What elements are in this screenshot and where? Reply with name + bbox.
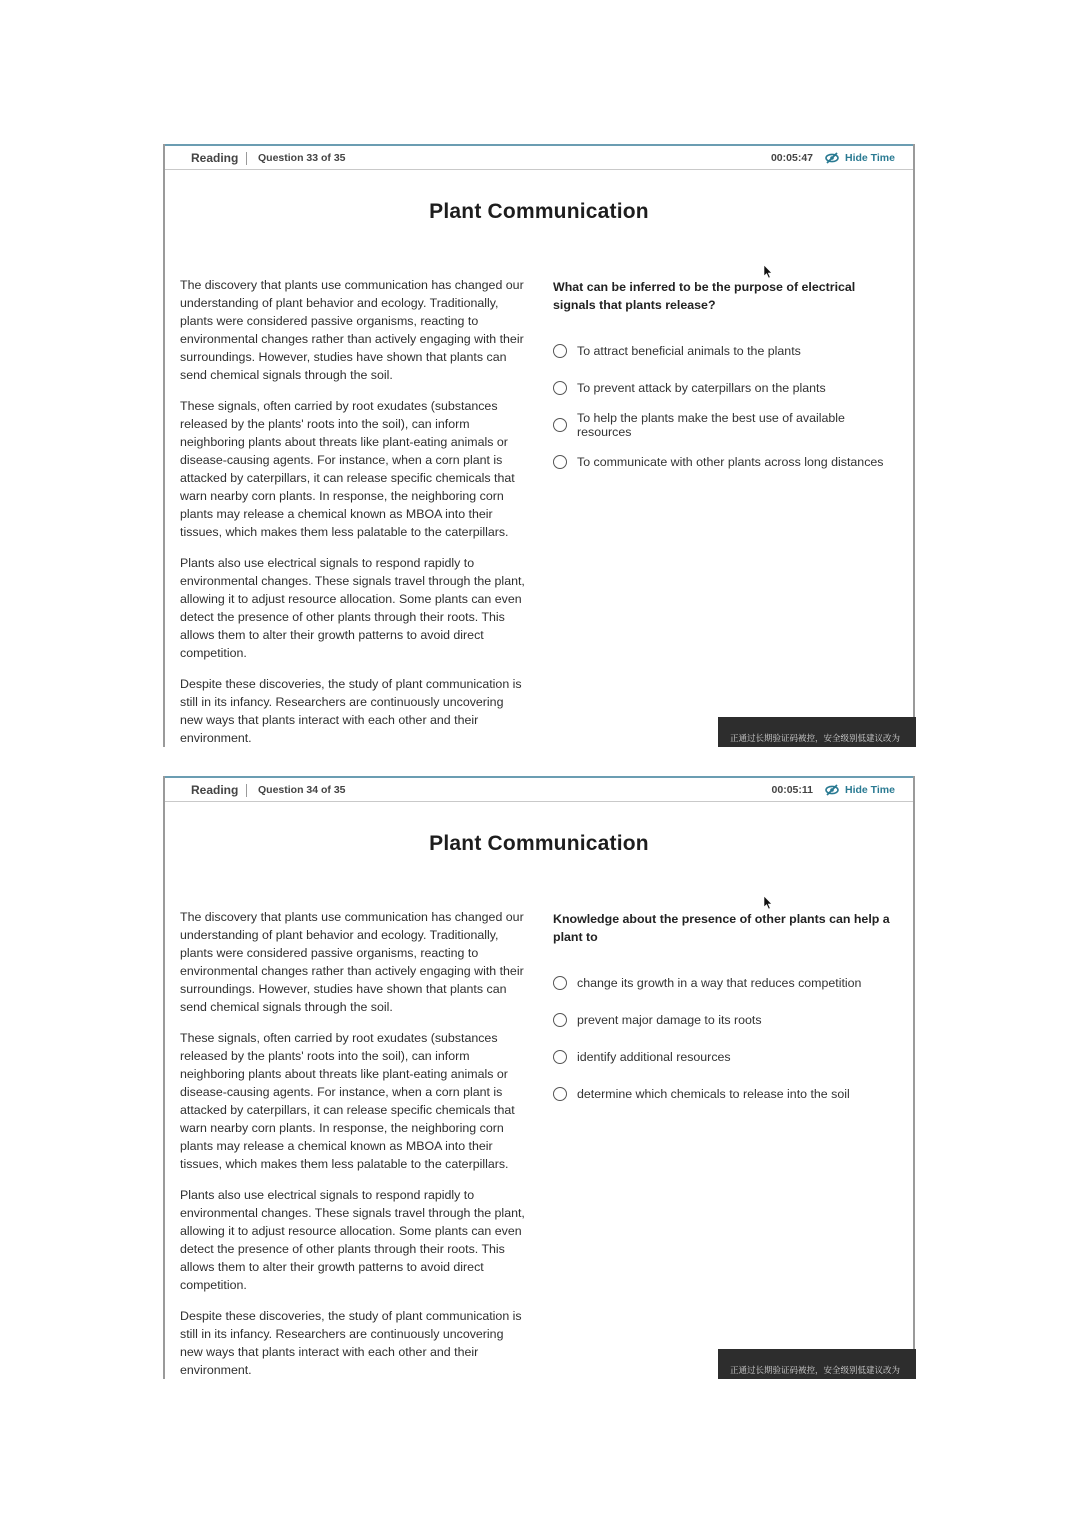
answer-option[interactable] [553,1038,898,1075]
hide-time-button[interactable] [825,150,895,166]
radio-button-icon[interactable] [553,418,567,432]
passage-paragraph: The discovery that plants use communication has changed our understanding of plant behavior and ecology. Traditionally, plants were considered passive organisms, reacting to environmental changes rather than actively engaging with their surroundings. However, studies have shown that plants can send chemical signals through the soil. [180,278,524,382]
timer: 00:05:11 [771,784,813,796]
test-screen-q34 [163,776,915,1379]
answer-option-label: prevent major damage to its roots [577,1012,762,1027]
question-panel [553,278,898,480]
answer-option-label: change its growth in a way that reduces competition [577,975,862,990]
test-screen-q33 [163,144,915,747]
passage-paragraph: These signals, often carried by root exudates (substances released by the plants' roots into the soil), can inform neighboring plants about threats like plant-eating animals or disease-causing agents. For instance, when a corn plant is attacked by caterpillars, it can release specific chemicals that warn nearby corn plants. In response, the neighboring corn plants may release a chemical known as MBOA into their tissues, which makes them less palatable to the caterpillars. [180,1031,515,1171]
answer-option[interactable] [553,1001,898,1038]
passage-paragraph: Plants also use electrical signals to respond rapidly to environmental changes. These signals travel through the plant, allowing it to adjust resource allocation. Some plants can even detect the presence of other plants through their roots. This allows them to alter their growth patterns to avoid direct competition. [180,1188,525,1292]
radio-button-icon[interactable] [553,455,567,469]
radio-button-icon[interactable] [553,344,567,358]
section-label: Reading [191,783,239,797]
notification-text: 正通过长期验证码被控，安全级别低建议改为 [730,1366,901,1376]
hide-time-button[interactable] [825,782,895,798]
section-label: Reading [191,151,239,165]
answer-option[interactable] [553,406,898,443]
passage-paragraph: The discovery that plants use communication has changed our understanding of plant behavior and ecology. Traditionally, plants were considered passive organisms, reacting to environmental changes rather than actively engaging with their surroundings. However, studies have shown that plants can send chemical signals through the soil. [180,910,524,1014]
question-counter: Question 34 of 35 [258,784,346,796]
radio-button-icon[interactable] [553,1013,567,1027]
passage-title: Plant Communication [429,200,649,223]
eye-slash-icon [825,784,839,796]
header-divider [246,152,247,165]
mouse-pointer-icon [763,265,773,279]
answer-option[interactable] [553,1075,898,1112]
hide-time-label: Hide Time [845,784,895,796]
header-divider [246,784,247,797]
question-counter: Question 33 of 35 [258,152,346,164]
answer-option[interactable] [553,964,898,1001]
answer-option-label: identify additional resources [577,1049,731,1064]
passage-paragraph: Plants also use electrical signals to respond rapidly to environmental changes. These signals travel through the plant, allowing it to adjust resource allocation. Some plants can even detect the presence of other plants through their roots. This allows them to alter their growth patterns to avoid direct competition. [180,556,525,660]
top-bar [165,776,913,802]
answer-option-label: To help the plants make the best use of available resources [577,410,845,439]
notification-strip [718,1349,916,1379]
question-panel [553,910,898,1112]
mouse-pointer-icon [763,896,773,910]
answer-option-label: determine which chemicals to release into the soil [577,1086,850,1101]
timer: 00:05:47 [770,152,813,164]
answer-option[interactable] [553,332,898,369]
question-prompt: Knowledge about the presence of other plants can help a plant to [553,912,890,944]
passage-text [180,276,528,760]
answer-option-label: To prevent attack by caterpillars on the plants [577,380,826,395]
answer-option-label: To communicate with other plants across long distances [577,454,884,469]
answer-option[interactable] [553,443,898,480]
passage-text [180,908,528,1392]
eye-slash-icon [825,152,839,164]
top-bar [165,144,913,170]
notification-strip [718,717,916,747]
answer-option-label: To attract beneficial animals to the plants [577,343,801,358]
passage-paragraph: Despite these discoveries, the study of plant communication is still in its infancy. Researchers are continuously uncovering new ways that plants interact with each other and their environment. [180,677,522,745]
radio-button-icon[interactable] [553,1050,567,1064]
passage-paragraph: These signals, often carried by root exudates (substances released by the plants' roots into the soil), can inform neighboring plants about threats like plant-eating animals or disease-causing agents. For instance, when a corn plant is attacked by caterpillars, it can release specific chemicals that warn nearby corn plants. In response, the neighboring corn plants may release a chemical known as MBOA into their tissues, which makes them less palatable to the caterpillars. [180,399,515,539]
radio-button-icon[interactable] [553,976,567,990]
radio-button-icon[interactable] [553,381,567,395]
notification-text: 正通过长期验证码被控，安全级别低建议改为 [730,734,901,744]
passage-title: Plant Communication [429,832,649,855]
radio-button-icon[interactable] [553,1087,567,1101]
hide-time-label: Hide Time [845,152,895,164]
passage-paragraph: Despite these discoveries, the study of plant communication is still in its infancy. Researchers are continuously uncovering new ways that plants interact with each other and their environment. [180,1309,522,1377]
answer-option[interactable] [553,369,898,406]
question-prompt: What can be inferred to be the purpose of electrical signals that plants release? [553,280,856,312]
